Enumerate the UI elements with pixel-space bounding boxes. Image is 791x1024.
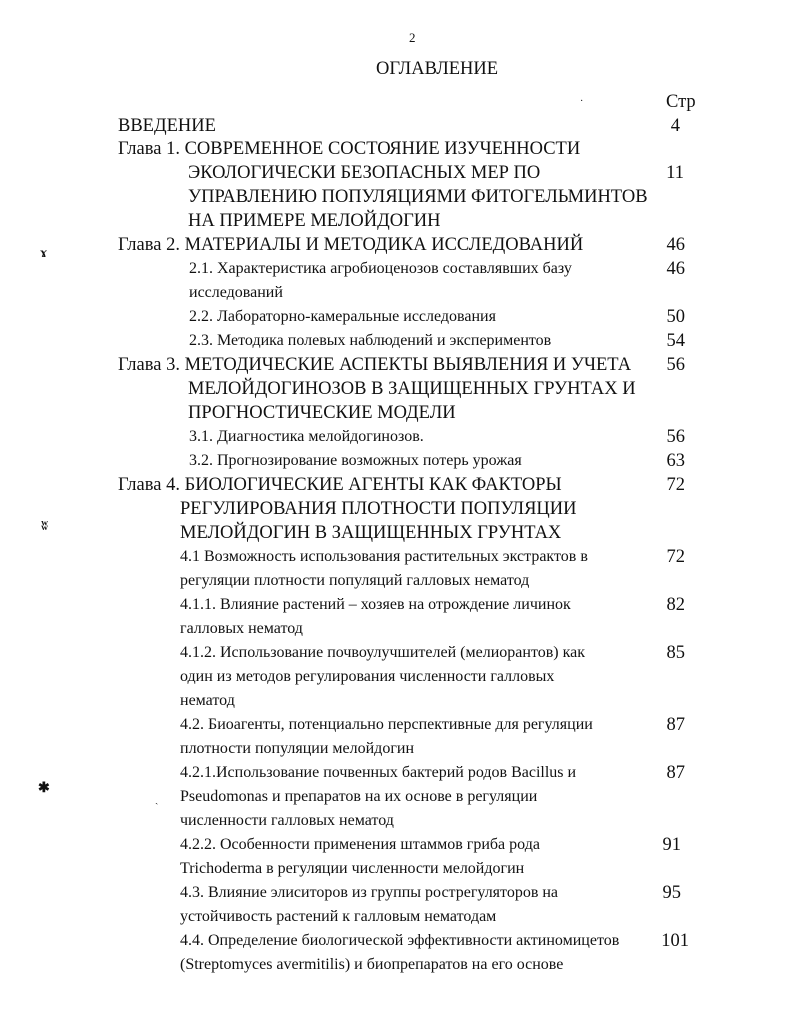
toc-section-line: 2.2. Лабораторно-камеральные исследования (189, 308, 496, 325)
toc-page: 72 (666, 547, 685, 567)
scan-mark-4: ˏ (155, 794, 159, 805)
page-number: 2 (409, 30, 416, 45)
toc-page: 11 (666, 163, 684, 183)
speck-mark: · (580, 96, 584, 107)
toc-chapter-line: Глава 2. МАТЕРИАЛЫ И МЕТОДИКА ИССЛЕДОВАНИЙ (118, 235, 584, 255)
toc-section-line: Pseudomonas и препаратов на их основе в регуляции (180, 788, 538, 805)
toc-chapter-line: Глава 3. МЕТОДИЧЕСКИЕ АСПЕКТЫ ВЫЯВЛЕНИЯ И УЧЕТА (118, 355, 632, 375)
toc-section-line: устойчивость растений к галловым нематодам (180, 908, 497, 925)
toc-section-line: Trichoderma в регуляции численности мелойдогин (180, 860, 525, 877)
toc-page: 101 (661, 931, 689, 951)
toc-section-line: 4.2.2. Особенности применения штаммов гриба рода (180, 836, 540, 853)
scan-mark-1: ɤ (40, 246, 48, 261)
toc-section-line: регуляции плотности популяций галловых нематод (180, 572, 530, 589)
toc-page: 56 (666, 427, 685, 447)
toc-page: 85 (666, 643, 685, 663)
toc-section-line: численности галловых нематод (180, 812, 394, 829)
toc-section-line: 4.3. Влияние элиситоров из группы рострегуляторов на (180, 884, 559, 901)
toc-page: 63 (666, 451, 685, 471)
toc-section-line: 2.3. Методика полевых наблюдений и экспериментов (189, 332, 552, 349)
toc-page: 87 (666, 715, 685, 735)
toc-page: 82 (666, 595, 685, 615)
toc-chapter-line: Глава 1. СОВРЕМЕННОЕ СОСТОЯНИЕ ИЗУЧЕННОСТИ (118, 139, 581, 159)
toc-page: 46 (666, 259, 685, 279)
toc-section-line: плотности популяции мелойдогин (180, 740, 414, 757)
scan-mark-3: ✱ (38, 781, 50, 796)
toc-page: 54 (666, 331, 685, 351)
toc-chapter-line: УПРАВЛЕНИЮ ПОПУЛЯЦИЯМИ ФИТОГЕЛЬМИНТОВ (188, 187, 648, 207)
toc-chapter-line: МЕЛОЙДОГИН В ЗАЩИЩЕННЫХ ГРУНТАХ (180, 523, 562, 543)
toc-page: 56 (666, 355, 685, 375)
toc-page: 46 (666, 235, 685, 255)
toc-section-line: 3.2. Прогнозирование возможных потерь урожая (189, 452, 522, 469)
toc-section-line: 4.2. Биоагенты, потенциально перспективные для регуляции (180, 716, 593, 733)
toc-chapter-line: Глава 4. БИОЛОГИЧЕСКИЕ АГЕНТЫ КАК ФАКТОРЫ (118, 475, 562, 495)
toc-section-line: исследований (189, 284, 283, 301)
toc-section-line: 4.4. Определение биологической эффективности актиномицетов (180, 932, 620, 949)
toc-section-line: 4.1.2. Использование почвоулучшителей (мелиорантов) как (180, 644, 586, 661)
toc-chapter-line: ЭКОЛОГИЧЕСКИ БЕЗОПАСНЫХ МЕР ПО (188, 163, 541, 183)
toc-page: 91 (662, 835, 681, 855)
toc-page: 4 (670, 116, 680, 136)
toc-page: 87 (666, 763, 685, 783)
toc-section-line: (Streptomyces avermitilis) и биопрепаратов на его основе (180, 956, 564, 973)
toc-chapter-line: ПРОГНОСТИЧЕСКИЕ МОДЕЛИ (188, 403, 456, 423)
toc-section-line: 3.1. Диагностика мелойдогинозов. (189, 428, 424, 445)
toc-section-line: галловых нематод (180, 620, 303, 637)
page-column-header: Стр (666, 92, 696, 112)
toc-section-line: нематод (180, 692, 235, 709)
scan-mark-2: ʬ (41, 519, 49, 534)
toc-entry-label: ВВЕДЕНИЕ (118, 116, 216, 136)
toc-section-line: 4.2.1.Использование почвенных бактерий родов Bacillus и (180, 764, 577, 781)
toc-section-line: 4.1.1. Влияние растений – хозяев на отрождение личинок (180, 596, 571, 613)
toc-section-line: 4.1 Возможность использования растительных экстрактов в (180, 548, 588, 565)
toc-page: 95 (662, 883, 681, 903)
toc-chapter-line: НА ПРИМЕРЕ МЕЛОЙДОГИН (188, 211, 441, 231)
toc-title: ОГЛАВЛЕНИЕ (376, 59, 499, 79)
toc-page: 72 (666, 475, 685, 495)
toc-chapter-line: МЕЛОЙДОГИНОЗОВ В ЗАЩИЩЕННЫХ ГРУНТАХ И (188, 379, 636, 399)
toc-section-line: 2.1. Характеристика агробиоценозов составлявших базу (189, 260, 572, 277)
toc-chapter-line: РЕГУЛИРОВАНИЯ ПЛОТНОСТИ ПОПУЛЯЦИИ (180, 499, 577, 519)
toc-section-line: один из методов регулирования численности галловых (180, 668, 555, 685)
toc-page: 50 (666, 307, 685, 327)
